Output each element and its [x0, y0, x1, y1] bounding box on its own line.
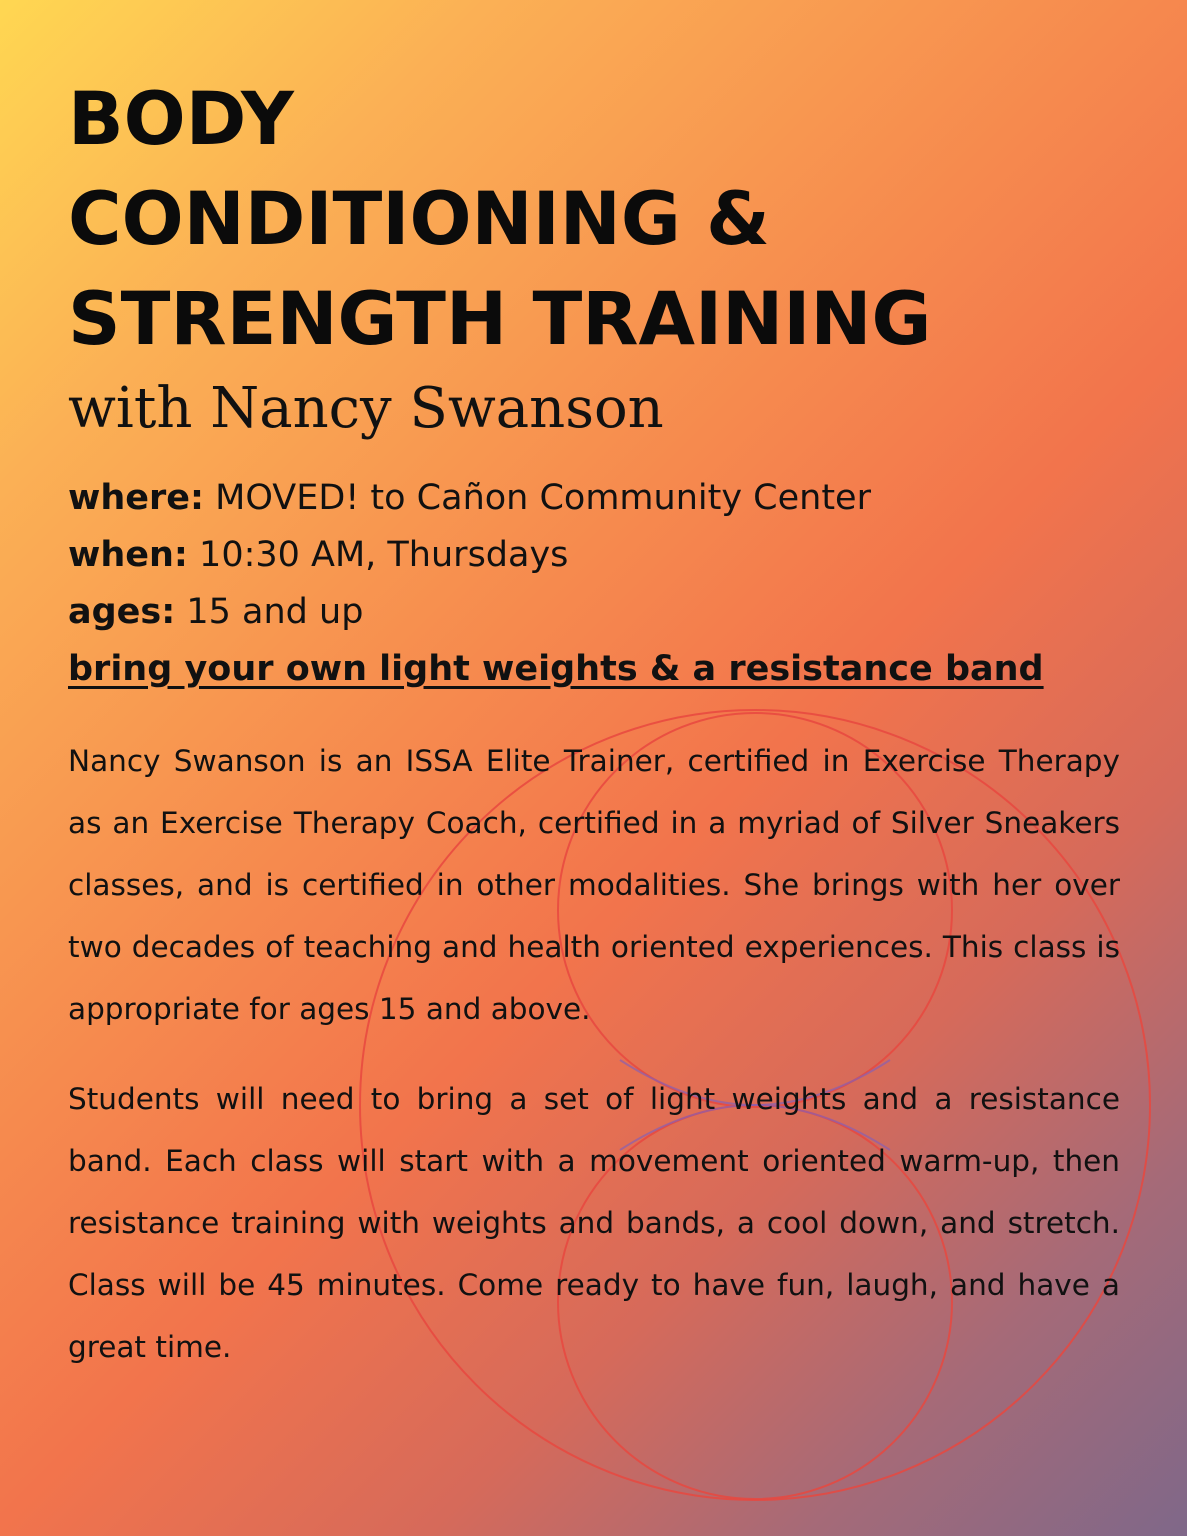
ages-value: 15 and up [186, 592, 364, 632]
title-line-1: BODY [68, 77, 294, 162]
class-description-paragraph: Students will need to bring a set of light weights and a resistance band. Each class will start with a movement oriented warm-up, then resistance training with weights and bands, a cool down, and stretch. Class will be 45 minutes. Come ready to have fun, laugh, and have a great time. [68, 1082, 1120, 1364]
flyer-content [68, 70, 1120, 1378]
instructor-bio-paragraph: Nancy Swanson is an ISSA Elite Trainer, certified in Exercise Therapy as an Exercise Therapy Coach, certified in a myriad of Silver Sneakers classes, and is certified in other modalities. She brings with her over two decades of teaching and health oriented experiences. This class is appropriate for ages 15 and above. [68, 744, 1120, 1026]
ages-line [68, 584, 1120, 641]
ages-label: ages: [68, 592, 176, 632]
instructor-subtitle: with Nancy Swanson [68, 376, 664, 441]
when-label: when: [68, 535, 188, 575]
bring-notice: bring your own light weights & a resistance band [68, 649, 1044, 689]
title-line-3: STRENGTH TRAINING [68, 277, 932, 362]
bring-line [68, 641, 1120, 698]
when-line [68, 527, 1120, 584]
page-title [68, 70, 1120, 370]
where-label: where: [68, 478, 204, 518]
where-line [68, 470, 1120, 527]
title-line-2: CONDITIONING & [68, 177, 770, 262]
class-details [68, 470, 1120, 698]
when-value: 10:30 AM, Thursdays [199, 535, 569, 575]
where-value: MOVED! to Cañon Community Center [215, 478, 871, 518]
